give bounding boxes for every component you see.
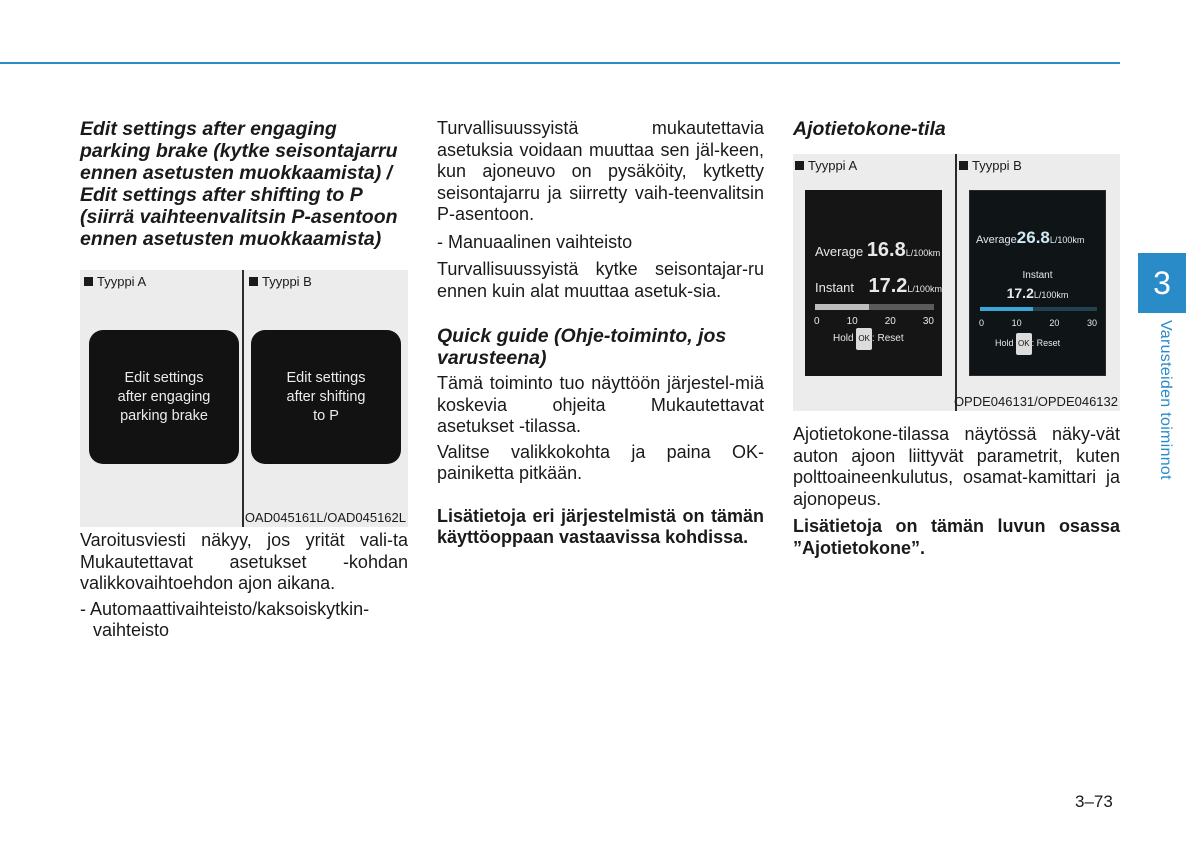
paragraph-parking-brake: Turvallisuussyistä kytke seisontajar-ru ennen kuin alat muuttaa asetuk-sia. [437, 259, 764, 301]
bold-note-systems: Lisätietoja eri järjestelmistä on tämän käyttöoppaan vastaavissa kohdissa. [437, 505, 764, 547]
figure-trip-computer [793, 154, 1120, 411]
column-2 [437, 118, 764, 549]
paragraph-select-item: Valitse valikkokohta ja paina OK-painiketta pitkään. [437, 441, 764, 483]
column-3 [793, 118, 1120, 559]
trip-b-consumption-bar [980, 307, 1097, 311]
screen-a-message: Edit settings after engaging parking brake [117, 369, 211, 424]
figure-label-type-b: Tyyppi B [249, 274, 312, 289]
page-number: 3–73 [1075, 792, 1113, 811]
trip-a-average-row: Average 16.8L/100km [815, 239, 941, 261]
chapter-title: Varusteiden toiminnot [1157, 320, 1174, 480]
figure-edit-settings [80, 270, 408, 527]
trip-b-average-row: Average26.8L/100km [976, 228, 1085, 247]
trip-a-bar-fill [815, 304, 869, 310]
trip-b-bar-fill [980, 307, 1033, 311]
trip-b-instant-row: 17.2L/100km [1006, 285, 1069, 301]
paragraph-safety: Turvallisuussyistä mukautettavia asetuksia voidaan muuttaa sen jäl-keen, kun ajoneuvo on pysäköity, kytketty seisontajarru ja siirretty vaih-teenvalitsin P-asentoon. [437, 118, 764, 224]
square-bullet-icon [959, 161, 968, 170]
section-heading-trip-computer: Ajotietokone-tila [793, 118, 946, 140]
figure-divider [242, 270, 244, 527]
figure-label-type-a: Tyyppi A [795, 158, 857, 173]
trip-a-ticks: 0 10 20 30 [814, 316, 934, 327]
trip-b-instant-label: Instant [1022, 270, 1053, 281]
figure-label-type-a: Tyyppi A [84, 274, 146, 289]
trip-screen-type-b [969, 190, 1106, 376]
section-heading-edit-settings: Edit settings after engaging parking brake (kytke seisontajarru ennen asetusten muokkaamista) / Edit settings after shifting to P (siirrä vaihteenvalitsin P-asentoon ennen asetusten muokkaamista) [80, 118, 398, 250]
column-1 [80, 118, 408, 642]
trip-b-ticks: 0 10 20 30 [979, 318, 1097, 328]
screen-type-a [89, 330, 239, 464]
bold-note-trip-computer: Lisätietoja on tämän luvun osassa ”Ajotietokone”. [793, 516, 1120, 558]
list-item-automatic: - Automaattivaihteisto/kaksoiskytkin-vaihteisto [80, 598, 370, 640]
figure-label-type-b: Tyyppi B [959, 158, 1022, 173]
trip-a-consumption-bar [815, 304, 934, 310]
square-bullet-icon [249, 277, 258, 286]
trip-screen-type-a [805, 190, 942, 376]
screen-type-b [251, 330, 401, 464]
screen-b-message: Edit settings after shifting to P [286, 369, 366, 424]
square-bullet-icon [84, 277, 93, 286]
square-bullet-icon [795, 161, 804, 170]
paragraph-trip-computer: Ajotietokone-tilassa näytössä näky-vät auton ajoon liittyvät parametrit, kuten polttoaineenkulutus, osamat-kamittari ja ajonopeus. [793, 424, 1120, 509]
figure-caption: OAD045161L/OAD045162L [244, 510, 406, 525]
chapter-number-tab: 3 [1138, 253, 1186, 313]
figure-caption: OPDE046131/OPDE046132 [953, 394, 1118, 409]
section-heading-quick-guide: Quick guide (Ohje-toiminto, jos varusteena) [437, 325, 727, 369]
paragraph-warning: Varoitusviesti näkyy, jos yrität vali-ta Mukautettavat asetukset -kohdan valikkovaihtoehdon ajon aikana. [80, 530, 408, 593]
paragraph-quick-guide: Tämä toiminto tuo näyttöön järjestel-miä koskevia ohjeita Mukautettavat asetukset -tilassa. [437, 373, 764, 436]
top-rule [0, 62, 1120, 64]
trip-b-hold-reset: Hold OK : Reset [995, 333, 1060, 355]
trip-a-instant-row: Instant 17.2L/100km [815, 275, 942, 297]
trip-a-hold-reset: Hold OK : Reset [833, 328, 904, 350]
figure-divider [955, 154, 957, 411]
list-item-manual: - Manuaalinen vaihteisto [437, 231, 633, 252]
